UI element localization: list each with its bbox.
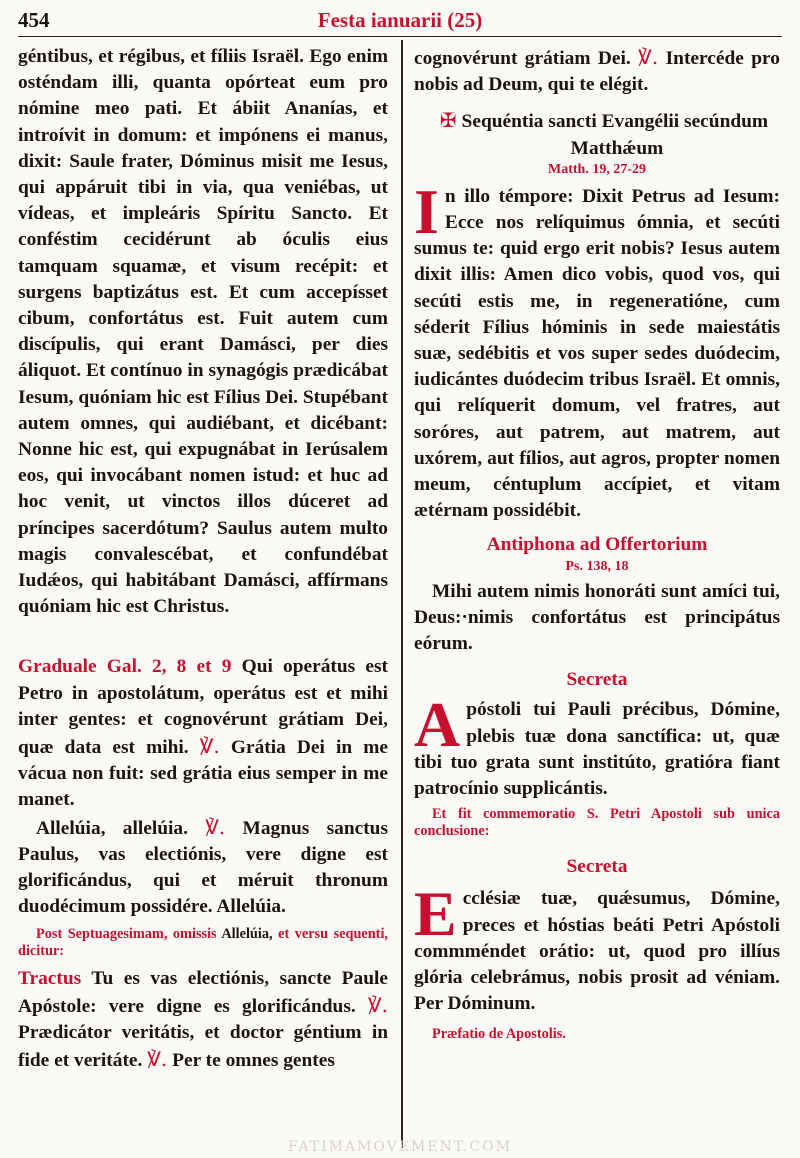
spacer bbox=[18, 620, 388, 654]
secreta-1-paragraph bbox=[414, 689, 780, 802]
tractus-continuation bbox=[414, 44, 780, 98]
alleluia-text-1: Allelúia, allelúia. bbox=[36, 817, 188, 839]
septuagesima-rubric bbox=[18, 926, 388, 960]
gospel-initial: I bbox=[414, 175, 439, 247]
tractus-text-1: Tu es vas electiónis, sancte Paule Apóstole: vere digne es glorificándus. bbox=[18, 967, 389, 1017]
secreta-1-initial: A bbox=[414, 689, 461, 761]
gospel-title bbox=[414, 107, 780, 161]
graduale-text-1: Qui operátus est Petro in apostolátum, operátus est et mihi inter gentes: et cognovérunt grátiam Dei, quæ data est mihi. bbox=[18, 656, 388, 759]
tractus-paragraph bbox=[18, 966, 388, 1075]
right-column bbox=[414, 44, 780, 1148]
alleluia-text-2: Magnus sanctus Paulus, vas electiónis, vere digne est glorificándus, qui et méruit thronum duodécimum possidére. Allelúia. bbox=[18, 817, 388, 918]
versicle-icon: ℣. bbox=[205, 814, 226, 839]
gospel-text: n illo témpore: Dixit Petrus ad Iesum: Ecce nos relíquimus ómnia, et secúti sumus te: quid ergo erit nobis? Iesus autem dixit illis: Amen dico vobis, quod vos, qui secúti estis me, in regeneratióne, cum séderit Fílius hóminis in sede maiestátis suæ, sedébitis et vos super sedes duódecim, iudicántes duódecim tribus Israël. Et omnis, qui relíquerit domum, vel fratres, aut soróres, aut patrem, aut matrem, aut uxórem, aut fílios, aut agros, propter nomen meum, céntuplum accípiet, et vitam ætérnam possidébit. bbox=[414, 185, 780, 522]
versicle-icon: ℣. bbox=[367, 992, 388, 1017]
page-header bbox=[18, 8, 782, 37]
left-column bbox=[18, 44, 388, 1148]
gospel-reference: Matth. 19, 27-29 bbox=[548, 161, 646, 177]
versicle-icon: ℣. bbox=[638, 45, 659, 69]
versicle-icon: ℣. bbox=[147, 1047, 168, 1072]
tractus-text-2: Prædicátor veritátis, et doctor géntium in fide et veritáte. bbox=[18, 1021, 388, 1072]
rubric-text-a: Post Septuagesimam, omissis bbox=[36, 925, 217, 942]
cross-icon: ✠ bbox=[439, 108, 457, 133]
versicle-icon: ℣. bbox=[199, 734, 220, 759]
alleluia-paragraph bbox=[18, 814, 388, 921]
graduale-paragraph bbox=[18, 654, 388, 813]
rubric-text-b: Allelúia, bbox=[221, 925, 273, 942]
preface-rubric: Præfatio de Apostolis. bbox=[432, 1025, 566, 1042]
gospel-paragraph bbox=[414, 175, 780, 525]
tractus-cont-text-1: cognovérunt grátiam Dei. bbox=[414, 48, 631, 69]
graduale-label: Graduale Gal. 2, 8 et 9 bbox=[18, 656, 232, 678]
secreta-heading-2: Secreta bbox=[566, 856, 628, 878]
secreta-2-paragraph bbox=[414, 878, 780, 1017]
commemoration-rubric: Et fit commemoratio S. Petri Apostoli sub unica conclusione: bbox=[414, 806, 780, 840]
acts-reading-text: géntibus, et régibus, et fíliis Israël. Ego enim osténdam illi, quanta opórteat eum pro nómine meo pati. Et ábiit Ananías, et introívit in domum: et impónens ei manus, dixit: Saule frater, Dóminus misit me Iesus, qui appáruit tibi in via, qua veniébas, ut vídeas, et impleáris Spíritu Sancto. Et conféstim cecidérunt ab óculis eius tamquam squamæ, et visum recépit: et surgens baptizátus est. Et cum accepísset cibum, confortátus est. Fuit autem cum discípulis, qui erant Damásci, per dies áliquot. Et contínuo in synagógis prædicábat Iesum, quóniam hic est Fílius Dei. Stupébant autem omnes, qui audiébant, et dicébant: Nonne hic est, qui expugnábat in Ierúsalem eos, qui invocábant nomen istud: et huc ad hoc venit, ut vinctos illos dúceret ad príncipes sacerdótum? Saulus autem multo magis convalescébat, et confundébat Iudǽos, qui habitábant Damásci, affírmans quóniam hic est Christus. bbox=[18, 46, 388, 618]
graduale-text-2: Grátia Dei in me vácua non fuit: sed grátia eius semper in me manet. bbox=[18, 737, 388, 811]
secreta-1-text: póstoli tui Pauli précibus, Dómine, plebis tuæ dona sanctífica: ut, quæ tibi tuo grata sunt institúto, gratióra fiant patrocínio supplicántis. bbox=[414, 699, 780, 800]
watermark: FATIMAMOVEMENT.COM bbox=[287, 1139, 513, 1155]
spacer bbox=[414, 98, 780, 107]
page-number: 454 bbox=[18, 8, 50, 32]
tractus-cont-text-2: Intercéde pro nobis ad Deum, qui te elégit. bbox=[414, 48, 780, 96]
secreta-2-text: cclésiæ tuæ, quǽsumus, Dómine, preces et hóstias beáti Petri Apóstoli commméndet orátio: ut, quod pro illíus glória celebrámus, nobis prosit ad véniam. Per Dóminum. bbox=[414, 888, 780, 1015]
running-title: Festa ianuarii (25) bbox=[317, 8, 483, 32]
column-divider bbox=[401, 40, 403, 1148]
secreta-2-initial: E bbox=[414, 878, 457, 950]
gospel-title-text: Sequéntia sancti Evangélii secúndum Matthǽum bbox=[461, 111, 769, 159]
tractus-label: Tractus bbox=[18, 967, 82, 989]
tractus-text-3: Per te omnes gentes bbox=[172, 1050, 335, 1072]
rubric-text-c: et versu sequenti, dicitur: bbox=[18, 925, 388, 959]
secreta-heading-1: Secreta bbox=[566, 669, 628, 691]
offertory-reference: Ps. 138, 18 bbox=[565, 558, 629, 574]
offertory-text: Mihi autem nimis honoráti sunt amíci tui, Deus:·nimis confortátus est principátus eórum. bbox=[414, 580, 780, 655]
offertory-heading: Antiphona ad Offertorium bbox=[486, 534, 708, 556]
